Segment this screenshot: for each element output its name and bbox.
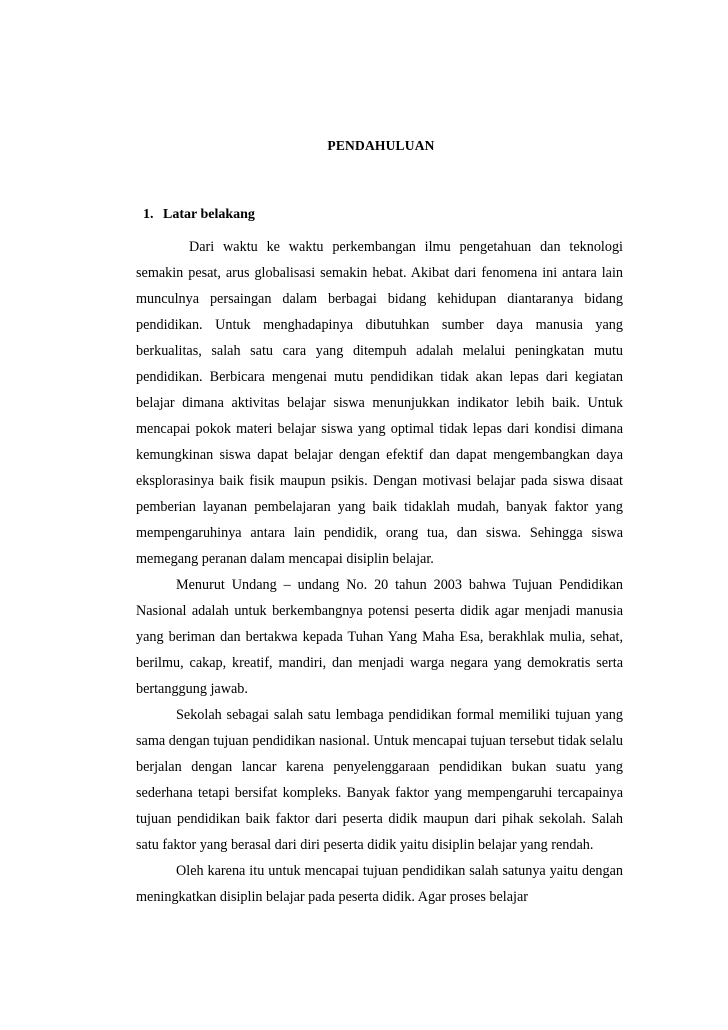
paragraph-2: Menurut Undang – undang No. 20 tahun 2003 bahwa Tujuan Pendidikan Nasional adalah untuk berkembangnya potensi peserta didik agar menjadi manusia yang beriman dan bertakwa kepada Tuhan Yang Maha Esa, berakhlak mulia, sehat, berilmu, cakap, kreatif, mandiri, dan menjadi warga negara yang demokratis serta bertanggung jawab. (136, 577, 623, 697)
section-heading-text: Latar belakang (163, 207, 255, 222)
section-heading (143, 207, 255, 223)
section-number: 1. (143, 207, 154, 222)
body-text (136, 234, 623, 910)
paragraph-1: Dari waktu ke waktu perkembangan ilmu pengetahuan dan teknologi semakin pesat, arus globalisasi semakin hebat. Akibat dari fenomena ini antara lain munculnya persaingan dalam berbagai bidang kehidupan diantaranya bidang pendidikan. Untuk menghadapinya dibutuhkan sumber daya manusia yang berkualitas, salah satu cara yang ditempuh adalah melalui peningkatan mutu pendidikan. Berbicara mengenai mutu pendidikan tidak akan lepas dari kegiatan belajar dimana aktivitas belajar siswa menunjukkan indikator lebih baik. Untuk mencapai pokok materi belajar siswa yang optimal tidak lepas dari kondisi dimana kemungkinan siswa dapat belajar dengan efektif dan dapat mengembangkan daya eksplorasinya baik fisik maupun psikis. Dengan motivasi belajar pada siswa disaat pemberian layanan pembelajaran yang baik tidaklah mudah, banyak faktor yang mempengaruhinya antara lain pendidik, orang tua, dan siswa. Sehingga siswa memegang peranan dalam mencapai disiplin belajar. (136, 239, 623, 567)
paragraph-4: Oleh karena itu untuk mencapai tujuan pendidikan salah satunya yaitu dengan meningkatkan disiplin belajar pada peserta didik. Agar proses belajar (136, 863, 623, 905)
paragraph-3: Sekolah sebagai salah satu lembaga pendidikan formal memiliki tujuan yang sama dengan tujuan pendidikan nasional. Untuk mencapai tujuan tersebut tidak selalu berjalan dengan lancar karena penyelenggaraan pendidikan bukan suatu yang sederhana tetapi bersifat kompleks. Banyak faktor yang mempengaruhi tercapainya tujuan pendidikan baik faktor dari peserta didik maupun dari pihak sekolah. Salah satu faktor yang berasal dari diri peserta didik yaitu disiplin belajar yang rendah. (136, 707, 623, 853)
page-title: PENDAHULUAN (327, 138, 435, 153)
